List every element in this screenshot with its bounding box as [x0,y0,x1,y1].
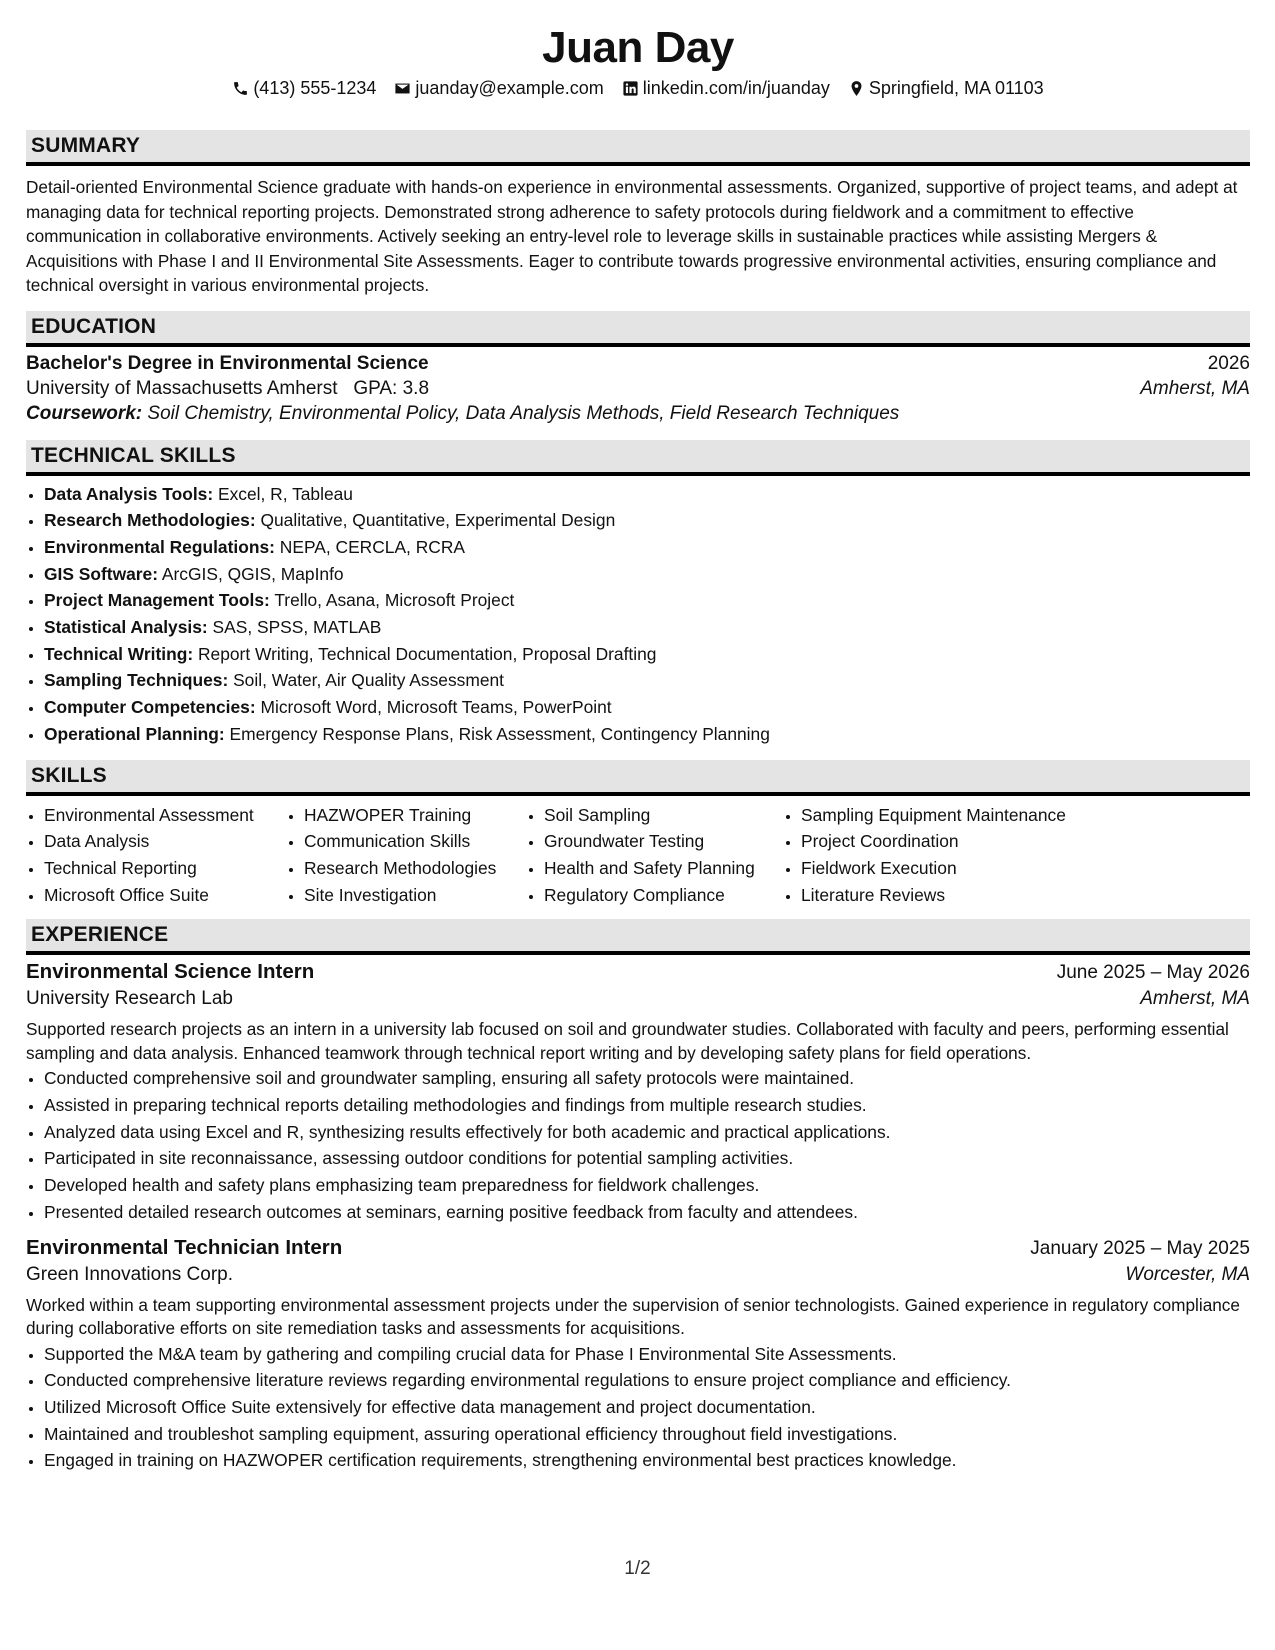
envelope-icon [394,80,411,97]
list-item: • Technical Reporting [44,855,286,882]
job-org-row [26,988,1250,1010]
list-item: • Sampling Equipment Maintenance [801,802,1121,829]
location-text: Springfield, MA 01103 [868,78,1044,98]
skill-label: Operational Planning: [44,723,225,744]
section-title: TECHNICAL SKILLS [31,443,236,467]
contact-phone [232,76,376,100]
graduation-year: 2026 [1207,352,1250,374]
list-item: • Soil Sampling [544,802,783,829]
section-education-heading [26,311,1250,347]
list-item [44,641,1250,668]
coursework-label: Coursework: [26,402,143,424]
skill-value: Qualitative, Quantitative, Experimental Design [260,510,616,531]
job-title: Environmental Technician Intern [26,1235,343,1259]
list-item: • Engaged in training on HAZWOPER certification requirements, strengthening environmental best practices knowledge. [44,1447,1250,1474]
section-title: EDUCATION [31,314,157,338]
skill-label: Data Analysis Tools: [44,483,214,504]
job-location: Worcester, MA [1125,1263,1250,1285]
education-row-school [26,378,1250,400]
skill-label: Statistical Analysis: [44,617,208,638]
section-technical-skills-heading [26,440,1250,476]
skill-label: Technical Writing: [44,643,194,664]
list-item [44,561,1250,588]
skills-column [526,802,783,909]
skill-label: Computer Competencies: [44,697,256,718]
list-item: • Data Analysis [44,828,286,855]
email-text: juanday@example.com [415,78,604,98]
list-item [44,694,1250,721]
list-item [44,614,1250,641]
job-header [26,960,1250,984]
coursework-list: Soil Chemistry, Environmental Policy, Data Analysis Methods, Field Research Techniques [147,402,900,424]
list-item: • Analyzed data using Excel and R, synthesizing results effectively for both academic and practical applications. [44,1119,1250,1146]
contact-linkedin[interactable] [622,76,830,100]
skills-column [783,802,1121,909]
contact-location [848,76,1044,100]
skill-value: Excel, R, Tableau [217,483,353,504]
job-organization: University Research Lab [26,988,233,1010]
list-item: • Assisted in preparing technical reports detailing methodologies and findings from multiple research studies. [44,1092,1250,1119]
linkedin-icon [622,80,639,97]
list-item: • Developed health and safety plans emphasizing team preparedness for fieldwork challenges. [44,1172,1250,1199]
skill-value: Microsoft Word, Microsoft Teams, PowerPoint [260,697,612,718]
list-item: • Fieldwork Execution [801,855,1121,882]
gpa: GPA: 3.8 [353,377,430,399]
job-description: Worked within a team supporting environmental assessment projects under the supervision of senior technologists. Gained experience in regulatory compliance during collaborative efforts on site remediation tasks and assessments for acquisitions. [26,1294,1240,1339]
technical-skills-list [26,481,1250,748]
school-name: University of Massachusetts Amherst [26,377,338,399]
skills-column [286,802,526,909]
school-location: Amherst, MA [1140,377,1250,399]
list-item: • Utilized Microsoft Office Suite extensively for effective data management and project documentation. [44,1394,1250,1421]
job-dates: June 2025 – May 2026 [1056,962,1250,984]
list-item: • Participated in site reconnaissance, assessing outdoor conditions for potential sampling activities. [44,1145,1250,1172]
candidate-name: Juan Day [542,23,734,72]
job-org-row [26,1264,1250,1286]
list-item [44,534,1250,561]
list-item: • Groundwater Testing [544,828,783,855]
list-item [44,587,1250,614]
list-item: • Project Coordination [801,828,1121,855]
skill-value: Soil, Water, Air Quality Assessment [233,670,505,691]
list-item: • Health and Safety Planning [544,855,783,882]
school-line [26,378,429,400]
section-skills-heading [26,760,1250,796]
list-item: • HAZWOPER Training [304,802,526,829]
degree-title: Bachelor's Degree in Environmental Science [26,352,429,374]
page-number: 1/2 [624,1558,651,1579]
job-header [26,1236,1250,1260]
skill-label: Environmental Regulations: [44,536,275,557]
list-item [44,667,1250,694]
skill-label: Project Management Tools: [44,590,270,611]
job-title: Environmental Science Intern [26,960,315,984]
contact-email[interactable] [394,76,603,100]
job-bullets [26,1065,1250,1225]
list-item: • Microsoft Office Suite [44,882,286,909]
job-description: Supported research projects as an intern in a university lab focused on soil and groundwater studies. Collaborated with faculty and peers, performing essential sampling and data analysis. Enhanced teamwork through technical report writing and by developing safety plans for field operations. [26,1019,1229,1063]
map-pin-icon [848,80,865,97]
linkedin-text: linkedin.com/in/juanday [642,78,830,98]
list-item: • Site Investigation [304,882,526,909]
phone-text: (413) 555-1234 [253,78,377,98]
summary-text: Detail-oriented Environmental Science graduate with hands-on experience in environmental assessments. Organized, supportive of project teams, and adept at managing data for technical reporting projects. Demonstrated strong adherence to safety protocols during fieldwork and a commitment to effective communication in collaborative environments. Actively seeking an entry-level role to leverage skills in sustainable practices while assisting Mergers & Acquisitions with Phase I and II Environmental Site Assessments. Eager to contribute towards progressive environmental activities, ensuring compliance and technical oversight in various environmental projects. [26,177,1238,295]
list-item: • Environmental Assessment [44,802,286,829]
section-title: SUMMARY [31,134,141,157]
list-item: • Supported the M&A team by gathering and compiling crucial data for Phase I Environmental Site Assessments. [44,1341,1250,1368]
resume-page [26,22,1250,1474]
contact-bar [26,76,1250,100]
job-location: Amherst, MA [1140,988,1250,1010]
skill-value: SAS, SPSS, MATLAB [212,617,382,638]
education-row-degree [26,353,1250,375]
skill-value: Emergency Response Plans, Risk Assessment, Contingency Planning [229,723,770,744]
list-item: • Literature Reviews [801,882,1121,909]
list-item: • Presented detailed research outcomes at seminars, earning positive feedback from faculty and attendees. [44,1199,1250,1226]
skill-value: ArcGIS, QGIS, MapInfo [161,563,344,584]
job-dates: January 2025 – May 2025 [1030,1237,1250,1259]
skill-value: Report Writing, Technical Documentation, Proposal Drafting [197,643,657,664]
skill-value: NEPA, CERCLA, RCRA [279,536,465,557]
skill-label: Research Methodologies: [44,510,256,531]
phone-icon [232,80,249,97]
skill-label: GIS Software: [44,563,159,584]
section-experience-heading [26,919,1250,955]
list-item [44,507,1250,534]
section-title: EXPERIENCE [31,923,169,947]
list-item [44,481,1250,508]
skills-column [26,802,286,909]
section-title: SKILLS [31,763,107,787]
skill-label: Sampling Techniques: [44,670,229,691]
section-summary-heading [26,130,1250,166]
list-item: • Conducted comprehensive soil and groundwater sampling, ensuring all safety protocols were maintained. [44,1065,1250,1092]
list-item: • Conducted comprehensive literature reviews regarding environmental regulations to ensure project compliance and efficiency. [44,1367,1250,1394]
job-organization: Green Innovations Corp. [26,1263,234,1285]
skills-grid [26,802,1250,909]
skill-value: Trello, Asana, Microsoft Project [274,590,515,611]
job-bullets [26,1341,1250,1475]
list-item: • Communication Skills [304,828,526,855]
list-item: • Maintained and troubleshot sampling equipment, assuring operational efficiency throughout field investigations. [44,1421,1250,1448]
list-item: • Research Methodologies [304,855,526,882]
list-item [44,721,1250,748]
coursework-line [26,403,1250,425]
list-item: • Regulatory Compliance [544,882,783,909]
